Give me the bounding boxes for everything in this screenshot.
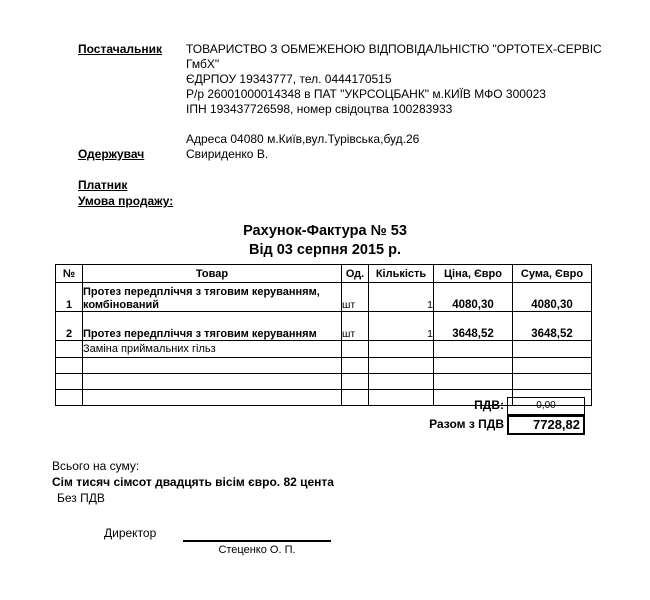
cell-price (434, 341, 513, 358)
supplier-ipn-line: ІПН 193437726598, номер свідоцтва 100283933 (186, 102, 453, 116)
cell-unit (342, 374, 369, 390)
cell-sum: 3648,52 (513, 312, 592, 341)
cell-qty (369, 341, 434, 358)
page-title (0, 222, 650, 260)
cell-sum (513, 374, 592, 390)
column-header-price: Ціна, Євро (434, 265, 513, 283)
totals-block (55, 397, 585, 435)
invoice-number-line: Рахунок-Фактура № 53 (243, 223, 407, 239)
signature-name: Стеценко О. П. (218, 544, 296, 556)
grand-total-value: 7728,82 (507, 415, 585, 435)
cell-goods (83, 374, 342, 390)
receiver-value: Свириденко В. (186, 147, 269, 161)
receiver-row (0, 147, 650, 162)
column-header-qty: Кількість (369, 265, 434, 283)
cell-sum: 4080,30 (513, 283, 592, 312)
amount-in-words: Сім тисяч сімсот двадцять вісім євро. 82 цента (52, 475, 334, 489)
table-row (56, 341, 592, 358)
vat-row (55, 397, 585, 415)
supplier-bank-line: Р/р 26001000014348 в ПАТ "УКРСОЦБАНК" м.КИЇВ МФО 300023 (186, 87, 546, 101)
cell-price: 3648,52 (434, 312, 513, 341)
supplier-name-line-2: ГмбХ" (186, 57, 220, 71)
cell-qty (369, 358, 434, 374)
table-header-row (56, 265, 592, 283)
cell-qty (369, 374, 434, 390)
cell-price (434, 358, 513, 374)
payer-label: Платник (78, 178, 128, 192)
cell-no (56, 374, 83, 390)
column-header-unit: Од. (342, 265, 369, 283)
invoice-date-line: Від 03 серпня 2015 р. (248, 242, 402, 258)
cell-no (56, 341, 83, 358)
receiver-label: Одержувач (78, 147, 145, 161)
cell-no: 2 (56, 312, 83, 341)
cell-sum (513, 341, 592, 358)
cell-goods: Протез передпліччя з тяговим керуванням, комбінований (83, 283, 342, 312)
cell-goods: Протез передпліччя з тяговим керуванням (83, 312, 342, 341)
vat-label: ПДВ: (474, 398, 504, 412)
supplier-address-line: Адреса 04080 м.Київ,вул.Турівська,буд.26 (186, 132, 420, 146)
total-amount-label: Всього на суму: (52, 459, 140, 473)
column-header-goods: Товар (83, 265, 342, 283)
grand-total-label: Разом з ПДВ (429, 417, 504, 431)
supplier-header-block (0, 42, 650, 209)
cell-unit: шт (342, 283, 369, 312)
column-header-no: № (56, 265, 83, 283)
cell-sum (513, 358, 592, 374)
vat-note: Без ПДВ (57, 491, 105, 505)
invoice-items-table (55, 264, 592, 406)
cell-no (56, 358, 83, 374)
cell-goods: Заміна приймальних гільз (83, 341, 342, 358)
cell-price: 4080,30 (434, 283, 513, 312)
cell-qty: 1 (369, 312, 434, 341)
sale-terms-label: Умова продажу: (78, 194, 174, 208)
table-row (56, 283, 592, 312)
supplier-row (0, 42, 650, 57)
column-header-sum: Сума, Євро (513, 265, 592, 283)
cell-unit (342, 358, 369, 374)
cell-price (434, 374, 513, 390)
supplier-name-line-1: ТОВАРИСТВО З ОБМЕЖЕНОЮ ВІДПОВІДАЛЬНІСТЮ "ОРТОТЕХ-СЕРВІС (186, 42, 602, 56)
table-row (56, 312, 592, 341)
supplier-detail-lines (186, 57, 650, 147)
header-spacer (186, 117, 650, 132)
table-row (56, 374, 592, 390)
summary-block (52, 458, 334, 506)
supplier-edrpou-line: ЄДРПОУ 19343777, тел. 0444170515 (186, 72, 392, 86)
vat-value: 0,00 (507, 397, 585, 415)
grand-total-row (55, 415, 585, 435)
cell-unit: шт (342, 312, 369, 341)
supplier-label: Постачальник (78, 42, 162, 56)
cell-no: 1 (56, 283, 83, 312)
header-spacer-2 (0, 162, 650, 177)
signature-line (183, 540, 331, 542)
cell-unit (342, 341, 369, 358)
table-row (56, 358, 592, 374)
cell-goods (83, 358, 342, 374)
signature-role-label: Директор (104, 526, 157, 540)
cell-qty: 1 (369, 283, 434, 312)
